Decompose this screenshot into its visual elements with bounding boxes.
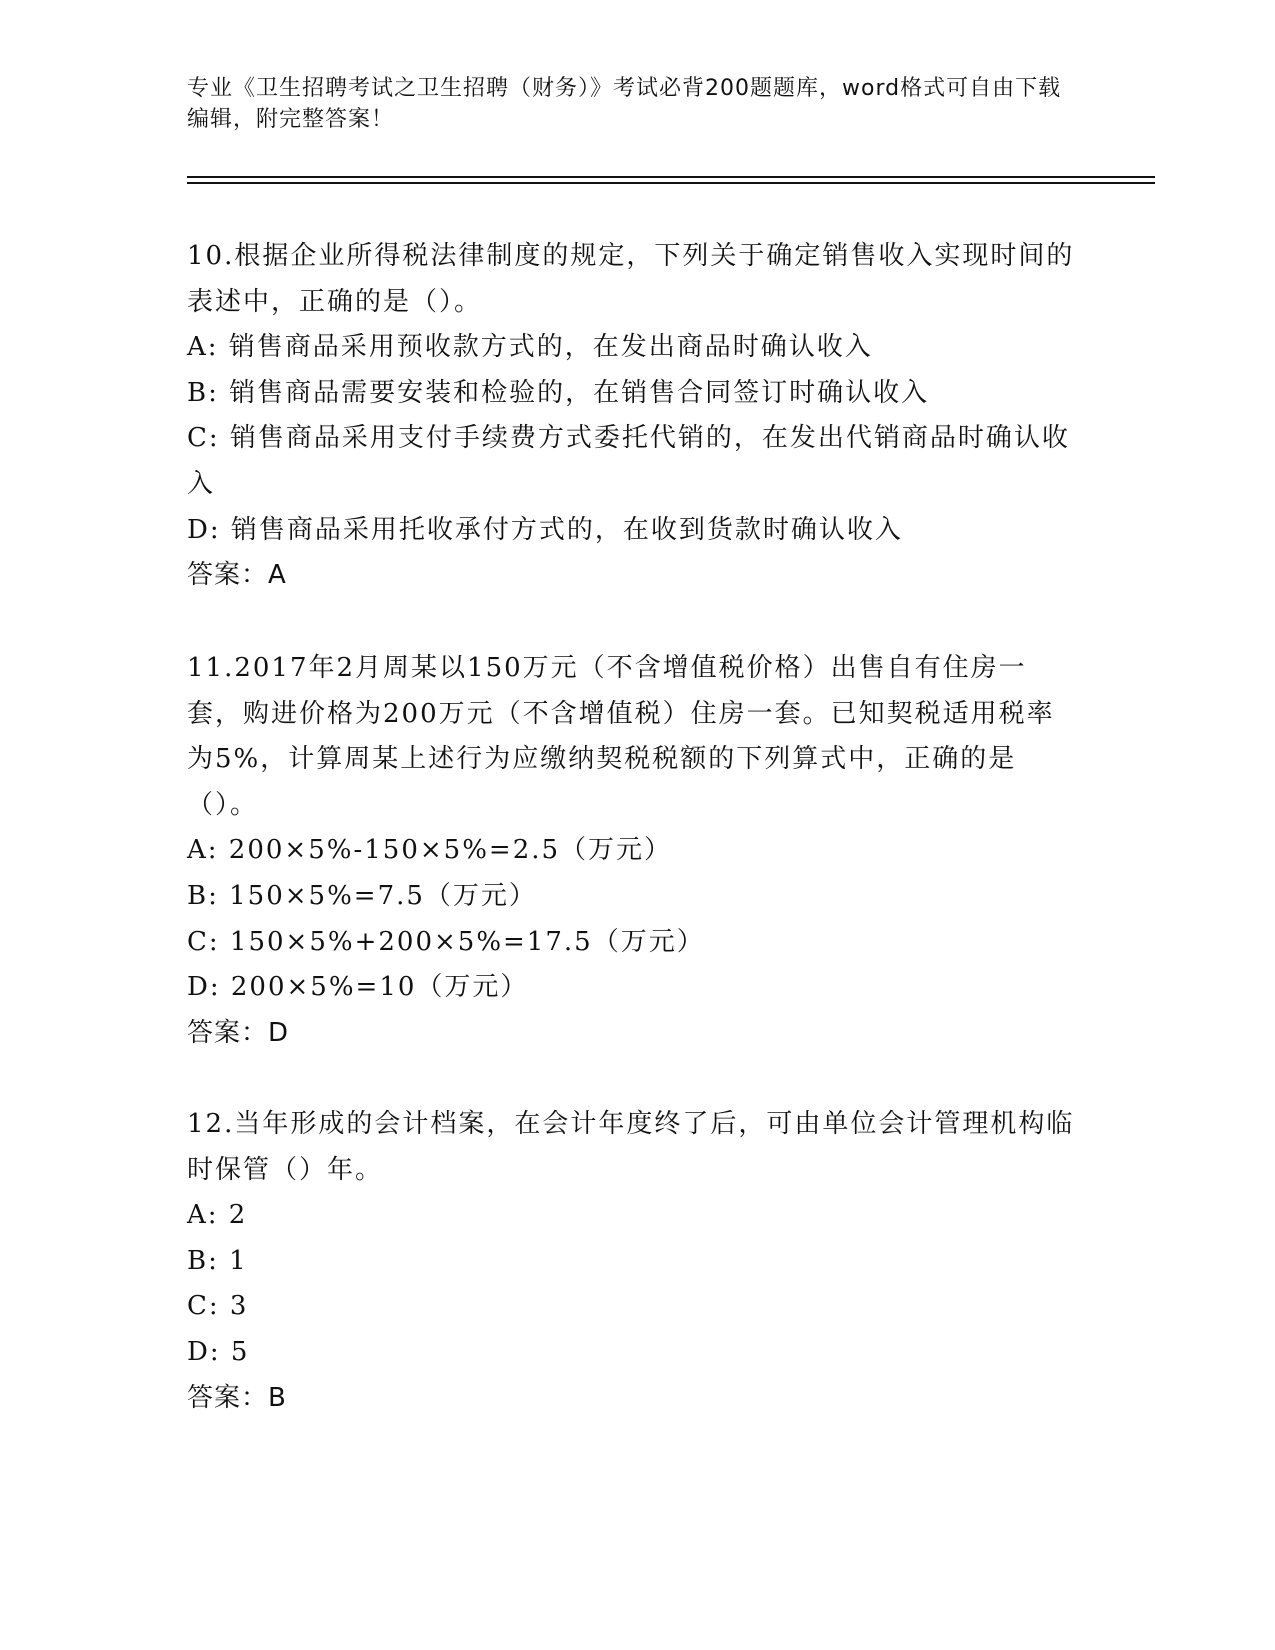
header-divider-bottom	[187, 182, 1155, 184]
question-11	[187, 646, 1077, 1056]
option-c: C: 销售商品采用支付手续费方式委托代销的，在发出代销商品时确认收入	[187, 423, 1070, 499]
question-stem: 11.2017年2月周某以150万元（不含增值税价格）出售自有住房一套，购进价格为200万元（不含增值税）住房一套。已知契税适用税率为5%，计算周某上述行为应缴纳契税税额的下列算式中，正确的是（）。	[187, 653, 1055, 820]
option-a: A: 销售商品采用预收款方式的，在发出商品时确认收入	[187, 332, 873, 363]
header-divider-top	[187, 176, 1155, 178]
answer: 答案：B	[187, 1382, 287, 1413]
option-d: D: 200×5%=10（万元）	[187, 972, 529, 1003]
option-d: D: 销售商品采用托收承付方式的，在收到货款时确认收入	[187, 514, 903, 545]
answer: 答案：D	[187, 1017, 290, 1048]
option-a: A: 2	[187, 1200, 248, 1231]
question-10	[187, 234, 1077, 599]
document-header: 专业《卫生招聘考试之卫生招聘（财务）》考试必背200题题库，word格式可自由下载编辑，附完整答案！	[187, 76, 1062, 132]
option-c: C: 150×5%+200×5%=17.5（万元）	[187, 926, 705, 957]
answer: 答案：A	[187, 560, 287, 591]
option-c: C: 3	[187, 1291, 249, 1322]
question-stem: 10.根据企业所得税法律制度的规定，下列关于确定销售收入实现时间的表述中，正确的是（）。	[187, 241, 1075, 317]
option-b: B: 1	[187, 1245, 248, 1276]
option-a: A: 200×5%-150×5%=2.5（万元）	[187, 835, 673, 866]
question-stem: 12.当年形成的会计档案，在会计年度终了后，可由单位会计管理机构临时保管（）年。	[187, 1109, 1075, 1185]
option-d: D: 5	[187, 1336, 250, 1367]
question-12	[187, 1102, 1077, 1421]
option-b: B: 150×5%=7.5（万元）	[187, 880, 537, 911]
option-b: B: 销售商品需要安装和检验的，在销售合同签订时确认收入	[187, 377, 930, 408]
